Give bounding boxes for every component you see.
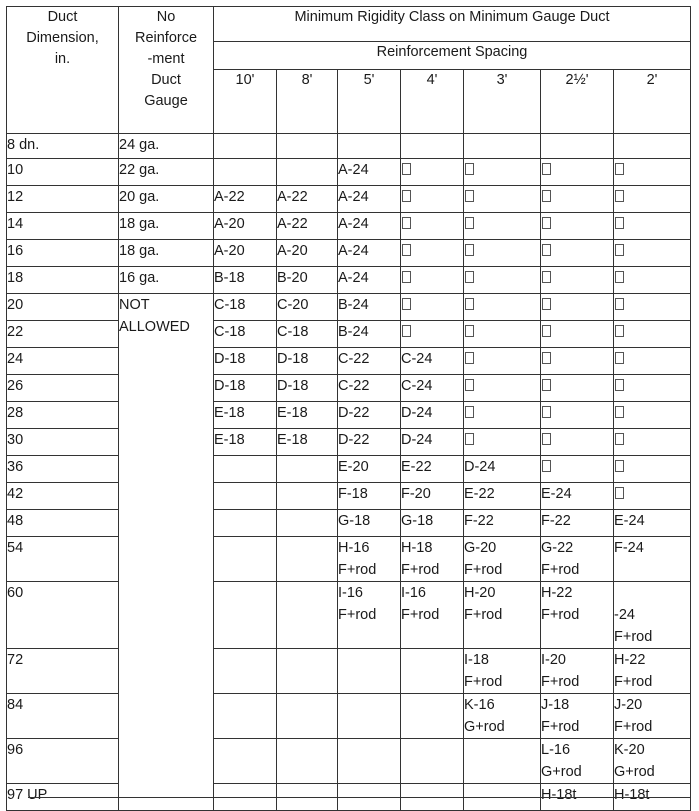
- rigidity-class-cell: E-22: [401, 456, 464, 483]
- table-row: [7, 267, 691, 294]
- rigidity-class-cell: G-18: [338, 510, 401, 537]
- rigidity-class-cell: H-18 F+rod: [401, 537, 464, 582]
- rigidity-class-cell: D-18: [277, 348, 338, 375]
- rigidity-class-cell: [277, 483, 338, 510]
- duct-dimension-cell: 96: [7, 739, 119, 784]
- duct-gauge-cell: 22 ga.: [119, 159, 214, 186]
- rigidity-class-cell: A-22: [214, 186, 277, 213]
- header-spacing: 3': [464, 70, 541, 134]
- rigidity-class-cell: G-20 F+rod: [464, 537, 541, 582]
- unrendered-glyph-cell: [614, 402, 691, 429]
- rigidity-class-cell: [277, 694, 338, 739]
- missing-glyph-icon: [402, 163, 411, 175]
- duct-dimension-cell: 36: [7, 456, 119, 483]
- rigidity-class-cell: [214, 582, 277, 649]
- missing-glyph-icon: [542, 460, 551, 472]
- missing-glyph-icon: [615, 325, 624, 337]
- missing-glyph-icon: [542, 298, 551, 310]
- missing-glyph-icon: [615, 487, 624, 499]
- duct-gauge-cell: 16 ga.: [119, 267, 214, 294]
- unrendered-glyph-cell: [541, 429, 614, 456]
- rigidity-class-cell: H-22 F+rod: [541, 582, 614, 649]
- rigidity-class-cell: C-24: [401, 375, 464, 402]
- rigidity-class-cell: F-22: [464, 510, 541, 537]
- rigidity-class-cell: D-24: [401, 402, 464, 429]
- missing-glyph-icon: [402, 190, 411, 202]
- unrendered-glyph-cell: [541, 402, 614, 429]
- unrendered-glyph-cell: [614, 267, 691, 294]
- rigidity-class-cell: [277, 739, 338, 784]
- missing-glyph-icon: [542, 406, 551, 418]
- rigidity-class-cell: F-18: [338, 483, 401, 510]
- rigidity-class-cell: H-18t: [541, 784, 614, 811]
- rigidity-class-cell: A-24: [338, 186, 401, 213]
- rigidity-class-cell: [338, 649, 401, 694]
- rigidity-class-cell: K-20 G+rod: [614, 739, 691, 784]
- unrendered-glyph-cell: [614, 375, 691, 402]
- missing-glyph-icon: [542, 352, 551, 364]
- unrendered-glyph-cell: [614, 429, 691, 456]
- rigidity-class-cell: B-20: [277, 267, 338, 294]
- missing-glyph-icon: [542, 163, 551, 175]
- rigidity-class-cell: I-16 F+rod: [338, 582, 401, 649]
- bottom-rule: [28, 797, 690, 798]
- duct-dimension-cell: 54: [7, 537, 119, 582]
- rigidity-class-cell: I-16 F+rod: [401, 582, 464, 649]
- missing-glyph-icon: [465, 244, 474, 256]
- table-row: [7, 402, 691, 429]
- header-spacing: 2½': [541, 70, 614, 134]
- rigidity-class-cell: E-18: [277, 429, 338, 456]
- rigidity-class-cell: [614, 134, 691, 159]
- unrendered-glyph-cell: [614, 483, 691, 510]
- rigidity-class-cell: E-20: [338, 456, 401, 483]
- duct-dimension-cell: 30: [7, 429, 119, 456]
- unrendered-glyph-cell: [401, 213, 464, 240]
- table-row: [7, 510, 691, 537]
- rigidity-class-cell: C-22: [338, 348, 401, 375]
- rigidity-class-cell: H-20 F+rod: [464, 582, 541, 649]
- rigidity-class-cell: B-18: [214, 267, 277, 294]
- unrendered-glyph-cell: [614, 213, 691, 240]
- rigidity-class-cell: F-20: [401, 483, 464, 510]
- header-spacing: 4': [401, 70, 464, 134]
- rigidity-class-cell: [338, 739, 401, 784]
- table-row: [7, 134, 691, 159]
- rigidity-class-cell: J-18 F+rod: [541, 694, 614, 739]
- table-row: [7, 213, 691, 240]
- unrendered-glyph-cell: [541, 294, 614, 321]
- rigidity-class-cell: [214, 510, 277, 537]
- rigidity-class-cell: D-18: [277, 375, 338, 402]
- header-spacing: 2': [614, 70, 691, 134]
- table-row: [7, 537, 691, 582]
- missing-glyph-icon: [465, 298, 474, 310]
- rigidity-class-cell: [214, 483, 277, 510]
- unrendered-glyph-cell: [614, 240, 691, 267]
- rigidity-class-cell: F-22: [541, 510, 614, 537]
- table-row: [7, 321, 691, 348]
- header-duct-dimension: Duct Dimension, in.: [7, 7, 119, 134]
- rigidity-class-cell: D-18: [214, 375, 277, 402]
- missing-glyph-icon: [402, 271, 411, 283]
- missing-glyph-icon: [615, 217, 624, 229]
- rigidity-class-cell: E-24: [541, 483, 614, 510]
- rigidity-class-cell: A-20: [214, 213, 277, 240]
- rigidity-class-cell: [214, 537, 277, 582]
- rigidity-class-cell: B-24: [338, 294, 401, 321]
- rigidity-class-cell: [214, 649, 277, 694]
- rigidity-class-cell: [338, 134, 401, 159]
- rigidity-class-cell: E-22: [464, 483, 541, 510]
- rigidity-class-cell: [214, 134, 277, 159]
- rigidity-class-cell: D-24: [464, 456, 541, 483]
- unrendered-glyph-cell: [541, 159, 614, 186]
- unrendered-glyph-cell: [541, 321, 614, 348]
- missing-glyph-icon: [615, 352, 624, 364]
- table-row: [7, 739, 691, 784]
- rigidity-class-cell: F-24: [614, 537, 691, 582]
- rigidity-class-cell: D-22: [338, 429, 401, 456]
- header-reinforcement-spacing: Reinforcement Spacing: [214, 42, 691, 70]
- duct-dimension-cell: 42: [7, 483, 119, 510]
- rigidity-class-cell: [214, 739, 277, 784]
- table-row: [7, 483, 691, 510]
- rigidity-class-cell: A-20: [214, 240, 277, 267]
- rigidity-class-cell: D-18: [214, 348, 277, 375]
- unrendered-glyph-cell: [401, 186, 464, 213]
- duct-gauge-cell: 18 ga.: [119, 240, 214, 267]
- rigidity-class-cell: E-18: [214, 429, 277, 456]
- unrendered-glyph-cell: [401, 159, 464, 186]
- rigidity-class-cell: [401, 649, 464, 694]
- rigidity-class-cell: B-24: [338, 321, 401, 348]
- duct-dimension-cell: 28: [7, 402, 119, 429]
- unrendered-glyph-cell: [541, 375, 614, 402]
- rigidity-class-cell: [277, 582, 338, 649]
- missing-glyph-icon: [465, 271, 474, 283]
- duct-dimension-cell: 20: [7, 294, 119, 321]
- duct-gauge-cell: 18 ga.: [119, 213, 214, 240]
- rigidity-class-cell: [214, 456, 277, 483]
- rigidity-class-cell: [277, 537, 338, 582]
- missing-glyph-icon: [615, 163, 624, 175]
- rigidity-class-cell: [277, 510, 338, 537]
- rigidity-class-cell: [277, 456, 338, 483]
- rigidity-class-cell: K-16 G+rod: [464, 694, 541, 739]
- unrendered-glyph-cell: [541, 240, 614, 267]
- rigidity-class-cell: J-20 F+rod: [614, 694, 691, 739]
- table-row: [7, 375, 691, 402]
- duct-dimension-cell: 72: [7, 649, 119, 694]
- missing-glyph-icon: [542, 217, 551, 229]
- missing-glyph-icon: [615, 406, 624, 418]
- duct-dimension-cell: 24: [7, 348, 119, 375]
- missing-glyph-icon: [402, 325, 411, 337]
- missing-glyph-icon: [465, 325, 474, 337]
- unrendered-glyph-cell: [614, 456, 691, 483]
- unrendered-glyph-cell: [541, 456, 614, 483]
- table-row: [7, 649, 691, 694]
- rigidity-class-cell: [401, 134, 464, 159]
- rigidity-class-cell: D-22: [338, 402, 401, 429]
- missing-glyph-icon: [542, 433, 551, 445]
- unrendered-glyph-cell: [464, 267, 541, 294]
- missing-glyph-icon: [465, 406, 474, 418]
- unrendered-glyph-cell: [464, 213, 541, 240]
- missing-glyph-icon: [615, 433, 624, 445]
- rigidity-class-cell: C-18: [214, 321, 277, 348]
- unrendered-glyph-cell: [464, 348, 541, 375]
- missing-glyph-icon: [402, 298, 411, 310]
- unrendered-glyph-cell: [541, 213, 614, 240]
- duct-gauge-cell: 24 ga.: [119, 134, 214, 159]
- rigidity-class-cell: H-18t: [614, 784, 691, 811]
- header-spacing: 8': [277, 70, 338, 134]
- unrendered-glyph-cell: [614, 159, 691, 186]
- missing-glyph-icon: [465, 352, 474, 364]
- unrendered-glyph-cell: [464, 240, 541, 267]
- unrendered-glyph-cell: [464, 429, 541, 456]
- rigidity-class-cell: L-16 G+rod: [541, 739, 614, 784]
- missing-glyph-icon: [615, 379, 624, 391]
- table-row: [7, 456, 691, 483]
- rigidity-class-cell: I-20 F+rod: [541, 649, 614, 694]
- duct-dimension-cell: 26: [7, 375, 119, 402]
- table-row: [7, 294, 691, 321]
- unrendered-glyph-cell: [614, 321, 691, 348]
- rigidity-class-cell: A-24: [338, 267, 401, 294]
- rigidity-class-cell: [401, 739, 464, 784]
- table-row: [7, 429, 691, 456]
- rigidity-class-cell: -24 F+rod: [614, 582, 691, 649]
- missing-glyph-icon: [615, 190, 624, 202]
- missing-glyph-icon: [542, 271, 551, 283]
- rigidity-class-cell: E-24: [614, 510, 691, 537]
- rigidity-class-cell: A-24: [338, 213, 401, 240]
- rigidity-class-cell: A-22: [277, 213, 338, 240]
- rigidity-class-cell: C-18: [277, 321, 338, 348]
- duct-dimension-cell: 97 UP: [7, 784, 119, 811]
- rigidity-class-cell: A-20: [277, 240, 338, 267]
- missing-glyph-icon: [615, 298, 624, 310]
- unrendered-glyph-cell: [401, 267, 464, 294]
- rigidity-class-cell: C-22: [338, 375, 401, 402]
- rigidity-class-cell: [214, 694, 277, 739]
- rigidity-class-cell: [464, 134, 541, 159]
- duct-dimension-cell: 12: [7, 186, 119, 213]
- header-no-reinforcement-gauge: No Reinforce -ment Duct Gauge: [119, 7, 214, 134]
- header-spacing: 5': [338, 70, 401, 134]
- rigidity-class-cell: [277, 159, 338, 186]
- rigidity-class-cell: G-22 F+rod: [541, 537, 614, 582]
- rigidity-class-cell: A-24: [338, 240, 401, 267]
- unrendered-glyph-cell: [401, 294, 464, 321]
- duct-dimension-cell: 16: [7, 240, 119, 267]
- rigidity-class-cell: [464, 739, 541, 784]
- duct-dimension-cell: 60: [7, 582, 119, 649]
- missing-glyph-icon: [465, 379, 474, 391]
- rigidity-class-cell: H-22 F+rod: [614, 649, 691, 694]
- missing-glyph-icon: [465, 433, 474, 445]
- unrendered-glyph-cell: [614, 186, 691, 213]
- table-row: [7, 694, 691, 739]
- missing-glyph-icon: [465, 217, 474, 229]
- unrendered-glyph-cell: [614, 348, 691, 375]
- rigidity-class-cell: D-24: [401, 429, 464, 456]
- duct-dimension-cell: 8 dn.: [7, 134, 119, 159]
- duct-dimension-cell: 22: [7, 321, 119, 348]
- missing-glyph-icon: [542, 379, 551, 391]
- missing-glyph-icon: [402, 244, 411, 256]
- unrendered-glyph-cell: [401, 240, 464, 267]
- unrendered-glyph-cell: [541, 267, 614, 294]
- rigidity-class-cell: H-16 F+rod: [338, 537, 401, 582]
- missing-glyph-icon: [615, 271, 624, 283]
- header-spacing: 10': [214, 70, 277, 134]
- rigidity-class-cell: C-24: [401, 348, 464, 375]
- rigidity-class-cell: G-18: [401, 510, 464, 537]
- unrendered-glyph-cell: [614, 294, 691, 321]
- rigidity-class-cell: [401, 694, 464, 739]
- unrendered-glyph-cell: [464, 375, 541, 402]
- missing-glyph-icon: [402, 217, 411, 229]
- table-row: [7, 186, 691, 213]
- table-row: [7, 240, 691, 267]
- missing-glyph-icon: [542, 244, 551, 256]
- not-allowed-label: NOT ALLOWED: [119, 297, 190, 335]
- missing-glyph-icon: [615, 460, 624, 472]
- duct-dimension-cell: 48: [7, 510, 119, 537]
- missing-glyph-icon: [542, 190, 551, 202]
- rigidity-class-cell: [277, 134, 338, 159]
- missing-glyph-icon: [465, 163, 474, 175]
- missing-glyph-icon: [465, 190, 474, 202]
- table-row: [7, 348, 691, 375]
- rigidity-class-cell: C-18: [214, 294, 277, 321]
- unrendered-glyph-cell: [464, 159, 541, 186]
- header-min-rigidity-class: Minimum Rigidity Class on Minimum Gauge Duct: [214, 7, 691, 42]
- duct-dimension-cell: 10: [7, 159, 119, 186]
- unrendered-glyph-cell: [541, 186, 614, 213]
- duct-reinforcement-table: [6, 6, 691, 811]
- table-row: [7, 582, 691, 649]
- missing-glyph-icon: [542, 325, 551, 337]
- rigidity-class-cell: [214, 159, 277, 186]
- duct-dimension-cell: 18: [7, 267, 119, 294]
- unrendered-glyph-cell: [401, 321, 464, 348]
- rigidity-class-cell: [338, 694, 401, 739]
- unrendered-glyph-cell: [464, 402, 541, 429]
- table-row: [7, 159, 691, 186]
- rigidity-class-cell: A-22: [277, 186, 338, 213]
- rigidity-class-cell: C-20: [277, 294, 338, 321]
- unrendered-glyph-cell: [541, 348, 614, 375]
- duct-dimension-cell: 14: [7, 213, 119, 240]
- unrendered-glyph-cell: [464, 294, 541, 321]
- rigidity-class-cell: [277, 649, 338, 694]
- rigidity-class-cell: E-18: [277, 402, 338, 429]
- missing-glyph-icon: [615, 244, 624, 256]
- duct-gauge-cell: 20 ga.: [119, 186, 214, 213]
- unrendered-glyph-cell: [464, 321, 541, 348]
- duct-dimension-cell: 84: [7, 694, 119, 739]
- rigidity-class-cell: [541, 134, 614, 159]
- rigidity-class-cell: A-24: [338, 159, 401, 186]
- rigidity-class-cell: I-18 F+rod: [464, 649, 541, 694]
- unrendered-glyph-cell: [464, 186, 541, 213]
- not-allowed-cell: [119, 294, 214, 811]
- rigidity-class-cell: E-18: [214, 402, 277, 429]
